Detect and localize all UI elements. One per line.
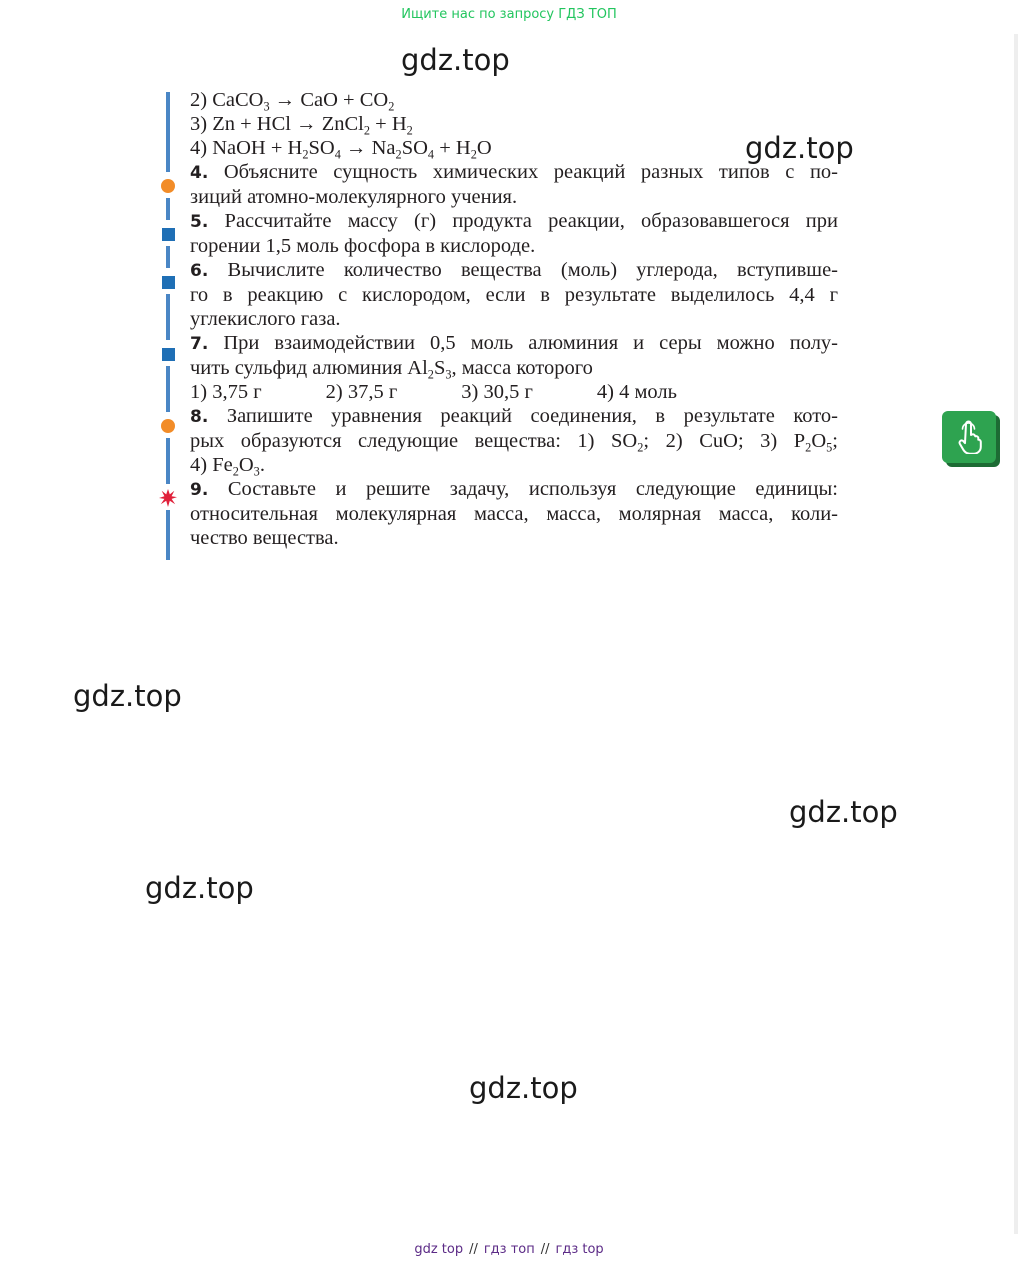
footer-link[interactable]: гдз top — [555, 1242, 604, 1257]
answer-option: 4) 4 моль — [596, 381, 677, 403]
search-hint-banner: Ищите нас по запросу ГДЗ ТОП — [401, 7, 617, 22]
task-6: 6. Вычислите количество вещества (моль) углерода, вступивше- го в реакцию с кислородом, если в результате выделилось 4,4 г углекислого газа. — [190, 259, 838, 330]
footer-links: gdz top // гдз топ // гдз top — [414, 1242, 604, 1257]
answer-option: 2) 37,5 г — [325, 381, 398, 403]
equation-3: 3) Zn + HCl → ZnCl$_2$ + $H_2$ — [190, 113, 413, 138]
difficulty-square-marker — [162, 276, 175, 289]
watermark: gdz.top — [469, 1071, 578, 1105]
section-bar — [166, 198, 170, 220]
section-bar — [166, 92, 170, 172]
hand-pointer-icon — [954, 420, 984, 454]
section-bar — [166, 294, 170, 340]
difficulty-dot-marker — [161, 179, 175, 193]
watermark: gdz.top — [73, 679, 182, 713]
star-burst-icon — [159, 489, 177, 507]
task-7: 7. При взаимодействии 0,5 моль алюминия и серы можно полу- чить сульфид алюминия $Al_2S_3$, масса которого 1) 3,75 г 2) 37,5 г 3) 30,5 г 4) 4 моль — [190, 332, 838, 403]
section-bar — [166, 366, 170, 412]
section-bar — [166, 510, 170, 560]
difficulty-square-marker — [162, 348, 175, 361]
watermark: gdz.top — [401, 43, 510, 77]
footer-link[interactable]: gdz top — [414, 1242, 464, 1257]
difficulty-square-marker — [162, 228, 175, 241]
watermark: gdz.top — [145, 871, 254, 905]
answer-options — [190, 380, 838, 404]
task-5: 5. Рассчитайте массу (г) продукта реакции, образовавшегося при горении 1,5 моль фосфора в кислороде. — [190, 210, 838, 257]
task-4: 4. Объясните сущность химических реакций разных типов с по- зиций атомно-молекулярного учения. — [190, 161, 838, 208]
page-edge — [1014, 34, 1018, 1234]
watermark: gdz.top — [789, 795, 898, 829]
exercise-list — [190, 88, 838, 550]
footer-link[interactable]: гдз топ — [483, 1242, 535, 1257]
answer-option: 1) 3,75 г — [190, 381, 262, 403]
answer-option: 3) 30,5 г — [461, 381, 533, 403]
watermark: gdz.top — [745, 131, 854, 165]
task-9: 9. Составьте и решите задачу, используя следующие единицы: относительная молекулярная масса, масса, молярная масса, коли- чество вещества. — [190, 478, 838, 549]
difficulty-dot-marker — [161, 419, 175, 433]
task-8: 8. Запишите уравнения реакций соединения, в результате кото- рых образуются следующие вещества: 1) $SO_2$; 2) CuO; 3) $P_2O_5$; 4) $Fe_2O_3$. — [190, 405, 838, 479]
touch-mode-button[interactable] — [942, 411, 996, 463]
section-bar — [166, 438, 170, 484]
section-bar — [166, 246, 170, 268]
equation-2: 2) CaCO$_3$ → CaO + $CO_2$ — [190, 89, 395, 114]
equation-4: 4) NaOH + $H_2SO_4 \to Na_2SO_4 + H_2O$ — [190, 137, 492, 162]
